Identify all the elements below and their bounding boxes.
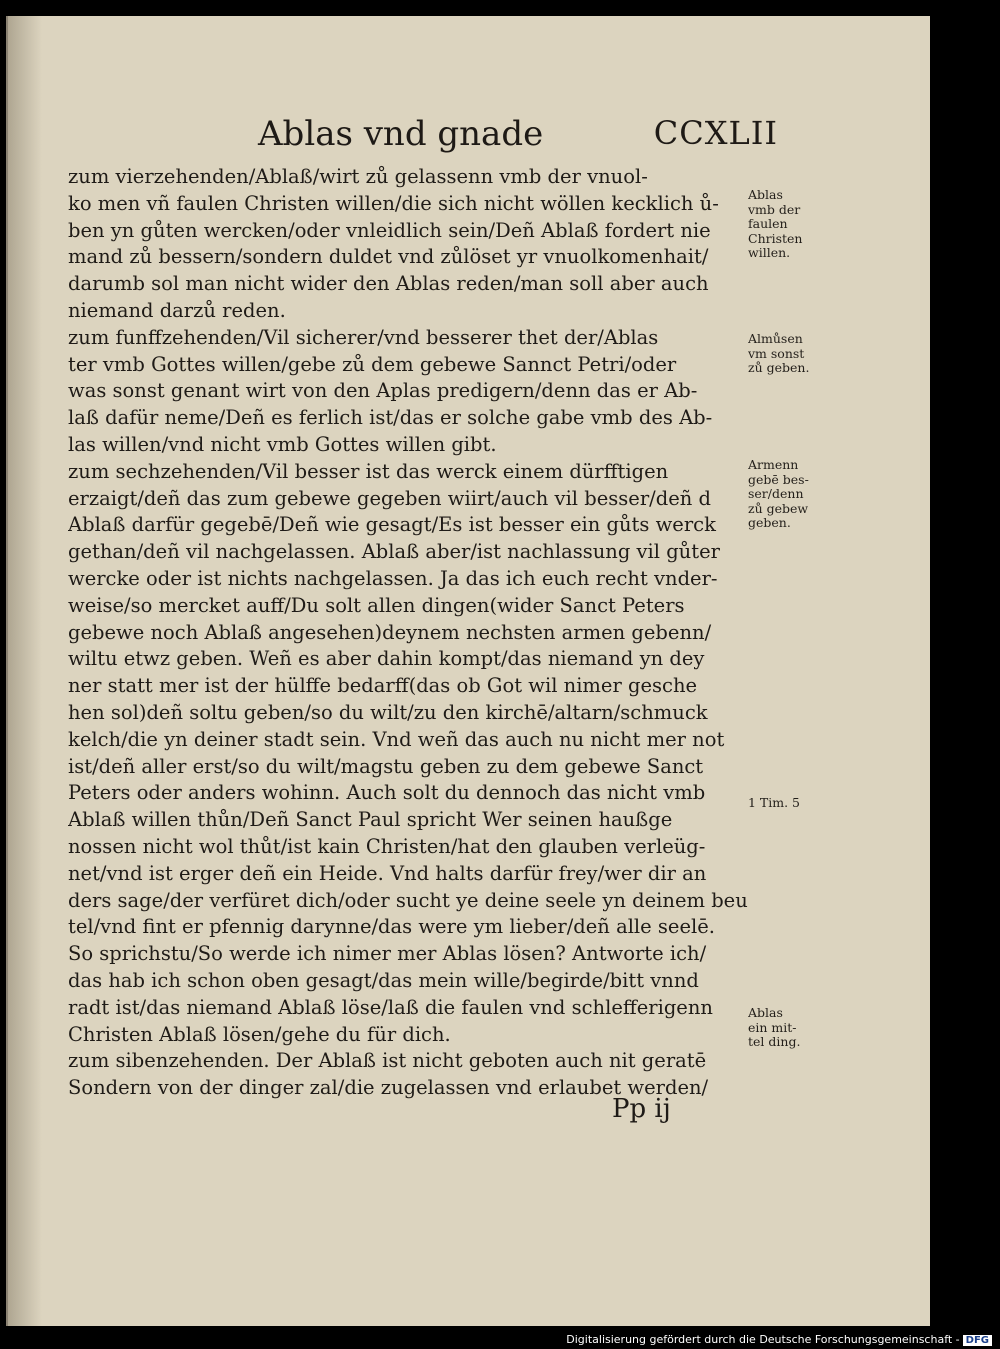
text-line: gethan/deñ vil nachgelassen. Ablaß aber/ist nachlassung vil gůter	[68, 540, 720, 564]
text-line: wiltu etwz geben. Weñ es aber dahin kompt/das niemand yn dey	[68, 647, 705, 671]
marginal-line: geben.	[748, 516, 791, 530]
text-line: weise/so mercket auff/Du solt allen dingen(wider Sanct Peters	[68, 593, 685, 617]
text-line: darumb sol man nicht wider den Ablas reden/man soll aber auch	[68, 272, 709, 296]
text-line: net/vnd ist erger deñ ein Heide. Vnd halts darfür frey/wer dir an	[68, 861, 707, 885]
marginal-line: Almůsen	[748, 332, 803, 346]
text-line: was sonst genant wirt von den Aplas predigern/denn das er Ab-	[68, 379, 698, 403]
text-line: das hab ich schon oben gesagt/das mein wille/begirde/bitt vnnd	[68, 968, 699, 992]
marginal-line: tel ding.	[748, 1035, 801, 1049]
text-line: Christen Ablaß lösen/gehe du für dich.	[68, 1022, 451, 1046]
marginal-note-2	[748, 332, 828, 376]
marginal-note-4	[748, 796, 828, 811]
text-line: hen sol)deñ soltu geben/so du wilt/zu den kirchē/altarn/schmuck	[68, 700, 708, 724]
folio-number: CCXLII	[653, 114, 778, 152]
marginal-line: 1 Tim. 5	[748, 796, 801, 810]
marginal-line: ein mit-	[748, 1020, 797, 1035]
text-line: zum sechzehenden/Vil besser ist das werck einem dürfftigen	[68, 459, 669, 483]
text-line: kelch/die yn deiner stadt sein. Vnd weñ das auch nu nicht mer not	[68, 727, 725, 751]
text-line: ben yn gůten wercken/oder vnleidlich sein/Deñ Ablaß fordert nie	[68, 218, 711, 242]
text-line: Ablaß willen thůn/Deñ Sanct Paul spricht Wer seinen haußge	[68, 808, 673, 832]
marginal-note-3	[748, 458, 828, 531]
text-line: wercke oder ist nichts nachgelassen. Ja das ich euch recht vnder-	[68, 566, 718, 590]
marginal-line: Armenn	[748, 458, 799, 472]
marginal-note-5	[748, 1006, 828, 1050]
text-line: laß dafür neme/Deñ es ferlich ist/das er solche gabe vmb des Ab-	[68, 406, 713, 430]
text-line: nossen nicht wol thůt/ist kain Christen/hat den glauben verleüg-	[68, 834, 706, 858]
marginal-line: vmb der	[748, 202, 801, 217]
text-line: ko men vñ faulen Christen willen/die sich nicht wöllen kecklich ů-	[68, 191, 719, 215]
marginal-line: vm sonst	[748, 346, 805, 361]
book-page	[6, 16, 930, 1326]
text-line: radt ist/das niemand Ablaß löse/laß die faulen vnd schlefferigenn	[68, 995, 713, 1019]
text-line: zum sibenzehenden. Der Ablaß ist nicht geboten auch nit geratē	[68, 1049, 707, 1073]
text-line: gebewe noch Ablaß angesehen)deynem nechsten armen gebenn/	[68, 620, 712, 644]
marginal-line: Ablas	[748, 1006, 783, 1020]
marginal-line: zů geben.	[748, 361, 810, 375]
text-line: ders sage/der verfüret dich/oder sucht ye deine seele yn deinem beu	[68, 888, 748, 912]
text-line: So sprichstu/So werde ich nimer mer Ablas lösen? Antworte ich/	[68, 942, 707, 966]
text-line: ter vmb Gottes willen/gebe zů dem gebewe Sannct Petri/oder	[68, 352, 677, 376]
marginal-line: Ablas	[748, 188, 783, 202]
text-line: erzaigt/deñ das zum gebewe gegeben wiirt/auch vil besser/deñ d	[68, 486, 711, 510]
text-line: zum vierzehenden/Ablaß/wirt zů gelassenn vmb der vnuol-	[68, 165, 648, 188]
text-line: ner statt mer ist der hülffe bedarff(das ob Got wil nimer gesche	[68, 674, 698, 698]
marginal-line: Christen	[748, 231, 803, 246]
marginal-line: zů gebew	[748, 501, 809, 516]
signature-mark: Pp ij	[612, 1094, 671, 1124]
page-header	[258, 114, 778, 164]
marginal-line: faulen	[748, 217, 788, 231]
marginal-line: willen.	[748, 246, 791, 260]
text-line: zum funffzehenden/Vil sicherer/vnd besserer thet der/Ablas	[68, 325, 659, 349]
marginal-line: gebē bes-	[748, 472, 809, 487]
main-text-block	[68, 164, 748, 1102]
text-line: Sondern von der dinger zal/die zugelassen vnd erlaubet werden/	[68, 1076, 709, 1100]
text-line: Peters oder anders wohinn. Auch solt du dennoch das nicht vmb	[68, 781, 706, 805]
text-line: las willen/vnd nicht vmb Gottes willen gibt.	[68, 432, 497, 456]
text-line: tel/vnd fint er pfennig darynne/das were ym lieber/deñ alle seelē.	[68, 915, 715, 939]
text-line: Ablaß darfür gegebē/Deñ wie gesagt/Es ist besser ein gůts werck	[68, 513, 716, 537]
dfg-logo: DFG	[963, 1335, 992, 1346]
text-line: mand zů bessern/sondern duldet vnd zůlöset yr vnuolkomenhait/	[68, 245, 709, 269]
footer-text: Digitalisierung gefördert durch die Deutsche Forschungsgemeinschaft -	[566, 1333, 960, 1346]
marginal-line: ser/denn	[748, 487, 804, 501]
text-line: niemand darzů reden.	[68, 298, 286, 322]
text-line: ist/deñ aller erst/so du wilt/magstu geben zu dem gebewe Sanct	[68, 754, 704, 778]
footer-credit	[566, 1333, 992, 1346]
running-title: Ablas vnd gnade	[258, 114, 544, 154]
marginal-note-1	[748, 188, 828, 261]
